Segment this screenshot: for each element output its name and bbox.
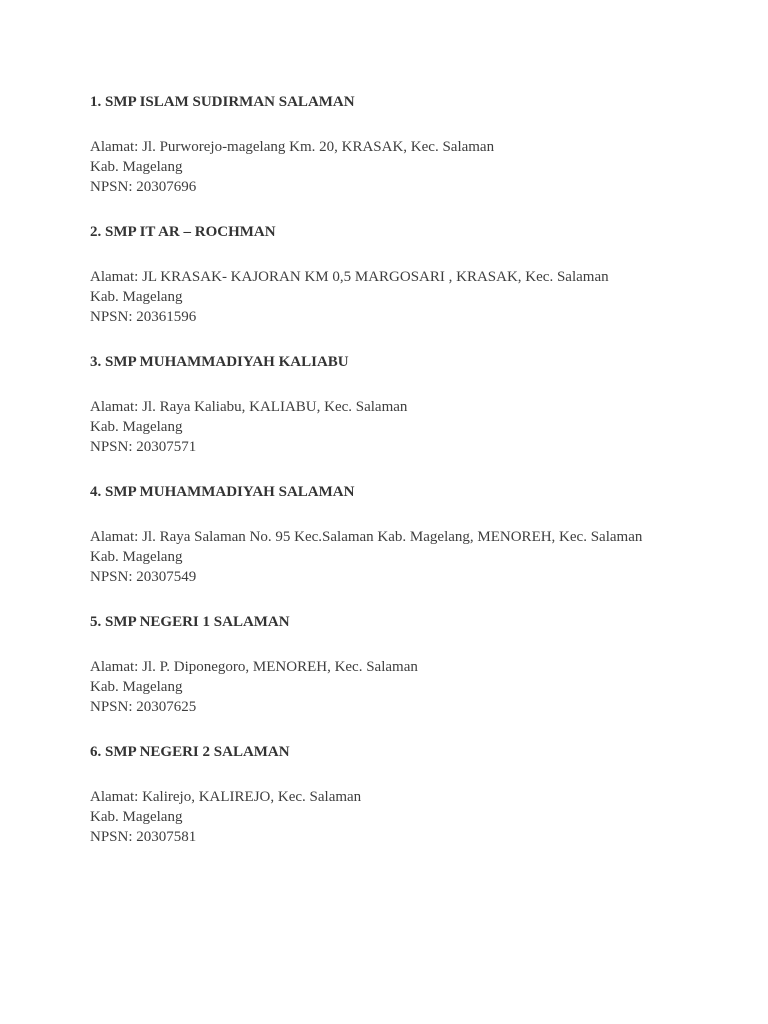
school-details (90, 527, 690, 587)
school-entry (90, 482, 690, 587)
school-kabupaten: Kab. Magelang (90, 159, 183, 175)
school-details (90, 397, 690, 457)
school-address: Alamat: Kalirejo, KALIREJO, Kec. Salaman (90, 789, 362, 805)
school-details (90, 267, 690, 327)
school-title: 4. SMP MUHAMMADIYAH SALAMAN (90, 484, 355, 500)
school-title: 2. SMP IT AR – ROCHMAN (90, 224, 276, 240)
school-entry (90, 612, 690, 717)
school-npsn: NPSN: 20307625 (90, 699, 197, 715)
school-kabupaten: Kab. Magelang (90, 419, 183, 435)
school-kabupaten: Kab. Magelang (90, 289, 183, 305)
school-title: 3. SMP MUHAMMADIYAH KALIABU (90, 354, 349, 370)
school-npsn: NPSN: 20307549 (90, 569, 197, 585)
school-npsn: NPSN: 20307696 (90, 179, 197, 195)
school-npsn: NPSN: 20307581 (90, 829, 197, 845)
school-details (90, 137, 690, 197)
school-npsn: NPSN: 20361596 (90, 309, 197, 325)
school-entry (90, 742, 690, 847)
school-address: Alamat: Jl. Raya Salaman No. 95 Kec.Salaman Kab. Magelang, MENOREH, Kec. Salaman (90, 529, 643, 545)
school-address: Alamat: JL KRASAK- KAJORAN KM 0,5 MARGOSARI , KRASAK, Kec. Salaman (90, 269, 609, 285)
school-title: 5. SMP NEGERI 1 SALAMAN (90, 614, 290, 630)
school-details (90, 657, 690, 717)
school-address: Alamat: Jl. Purworejo-magelang Km. 20, KRASAK, Kec. Salaman (90, 139, 495, 155)
school-npsn: NPSN: 20307571 (90, 439, 197, 455)
school-address: Alamat: Jl. P. Diponegoro, MENOREH, Kec. Salaman (90, 659, 418, 675)
school-entry (90, 352, 690, 457)
document-page (90, 92, 690, 872)
school-address: Alamat: Jl. Raya Kaliabu, KALIABU, Kec. Salaman (90, 399, 408, 415)
school-entry (90, 222, 690, 327)
school-kabupaten: Kab. Magelang (90, 679, 183, 695)
school-title: 6. SMP NEGERI 2 SALAMAN (90, 744, 290, 760)
school-entry (90, 92, 690, 197)
school-details (90, 787, 690, 847)
school-title: 1. SMP ISLAM SUDIRMAN SALAMAN (90, 94, 355, 110)
school-kabupaten: Kab. Magelang (90, 549, 183, 565)
school-kabupaten: Kab. Magelang (90, 809, 183, 825)
